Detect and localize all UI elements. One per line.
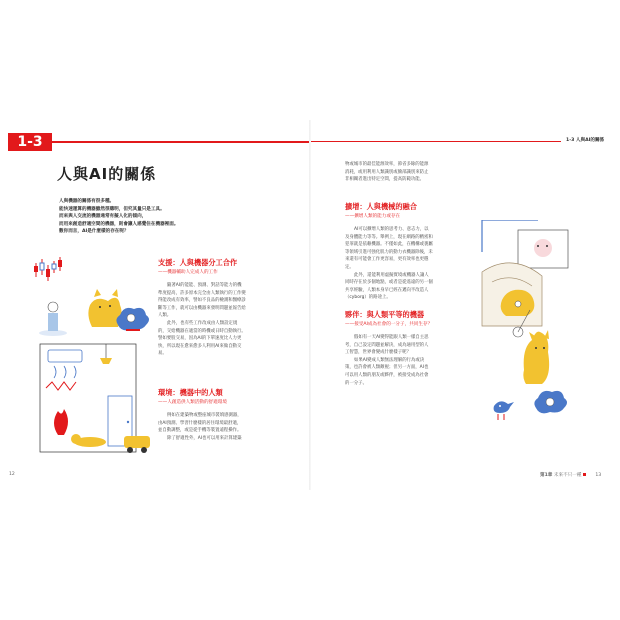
body-line: 譬如要股交易，因為AI的下單速度比人力更 xyxy=(158,336,242,342)
body-line: AI可以擴增人類的思考力、意志力，以 xyxy=(354,227,429,232)
body-line: 假如有一天AI變得能跟人類一樣自主思 xyxy=(354,335,429,340)
body-line: 同時存在於多個地點，或者是從遙遠的另一個 xyxy=(345,280,433,286)
section-heading: 擴增：人與機械的融合 xyxy=(345,202,417,211)
section-subheading: ——機器輔助人完成人的工作 xyxy=(158,270,218,275)
section-support xyxy=(158,258,237,275)
cats-augmented-illustration xyxy=(478,220,578,470)
body-line: 除了舒適性外，AI也可以用來計算建築 xyxy=(167,435,242,441)
body-line: 非相關者進出特定空間，提高防範功能。 xyxy=(345,177,425,183)
section-heading: 支援：人與機器分工合作 xyxy=(158,258,238,267)
body-line: 考，自己設定問題並解決，成為通用型的人 xyxy=(345,342,429,348)
body-line: 人類。 xyxy=(158,313,172,319)
footer-chapter-title: 未來不只一種 xyxy=(553,473,582,478)
body-line: 並自動調整，或是從手機等裝置遠程操作。 xyxy=(158,428,242,434)
section-environment-body xyxy=(158,412,298,442)
body-line: 此外，也有些工作改成由人類設定規 xyxy=(167,320,238,326)
section-rule xyxy=(52,141,309,143)
smart-home-illustration xyxy=(28,340,153,460)
section-partner-body xyxy=(345,334,475,387)
intro-line: 而用來創造舒適空間的機器，則會讓人感覺住在機器裡面。 xyxy=(59,221,179,227)
body-line: 犯罪就是依賴機器。不僅如此，在機構或裏屬 xyxy=(345,242,433,248)
body-line: （cyborg）的路途上。 xyxy=(345,295,391,301)
section-environment xyxy=(158,388,227,405)
section-heading: 夥伴：與人類平等的機器 xyxy=(345,310,425,319)
body-line: 共享經驗，人類本身早已經在邁向半改造人 xyxy=(345,287,429,293)
section-subheading: ——人創造供人類活動的舒適環境 xyxy=(158,400,227,405)
intro-text xyxy=(59,198,239,236)
body-line: 準度提高，許多原本完全由人類執行的工作變 xyxy=(158,290,246,296)
continued-text xyxy=(345,161,475,184)
right-footer xyxy=(540,472,601,478)
body-line: 易。 xyxy=(158,351,167,357)
body-line: 快，所以現在愈來愈多人利用AI來做自動交 xyxy=(158,343,242,349)
right-page-number: 13 xyxy=(595,473,602,478)
intro-line: 人與機器的關係有很多種。 xyxy=(59,199,115,204)
left-page-number: 12 xyxy=(9,472,15,477)
body-line: 斷等工作，就可以由機器來發明問題並報告給 xyxy=(158,305,246,311)
body-line: 工智慧，世界會變成什麼樣子呢？ xyxy=(345,350,411,356)
body-line: 由AI預測、學習什麼樣的居住環境最舒適， xyxy=(158,420,242,426)
body-line: 此外，還能利用虛擬實境或機器人讓人 xyxy=(354,272,429,278)
body-line: 可以用人類的朋友或夥伴，被接受成為社會 xyxy=(345,372,429,378)
body-line: 消耗，或用利用人類識別或臉部識別來防止 xyxy=(345,169,429,175)
body-line: 的，交給機器在適當的時機或日時自動執行。 xyxy=(158,328,246,334)
body-line: 例如在建築物或整座城市裝填感測器， xyxy=(167,413,242,418)
running-header: 1-3 人與AI的關係 xyxy=(566,138,605,143)
page-gutter xyxy=(309,120,311,490)
cats-stock-chart-illustration xyxy=(28,255,153,340)
footer-marker-icon xyxy=(583,473,586,476)
intro-line: 能快速運算的機器雖然很聰明，但究其量只是工具。 xyxy=(59,206,165,212)
footer-chapter: 第1章 xyxy=(540,473,553,478)
section-partner xyxy=(345,310,432,327)
body-line: 來還有可能會工作更容易，更有效率也更穩 xyxy=(345,257,429,263)
body-line: 及身體能力等等。舉例上，現在網路的精密和 xyxy=(345,234,433,240)
body-line: 物或城市的最佳能源效率，節省多餘的能源 xyxy=(345,162,429,167)
section-number-tab: 1-3 xyxy=(8,133,52,151)
body-line: 隨著AI的能能、預測、對話等能力的機 xyxy=(167,283,242,288)
running-header-rule xyxy=(311,141,561,142)
body-line: 得能改成有效率，譬如不良品的檢測和醫療診 xyxy=(158,298,246,304)
body-line: 的一分子。 xyxy=(345,380,367,386)
body-line: 策，也許會被人類敵視；但另一方面，AI也 xyxy=(345,365,429,371)
body-line: 等領域引進可強化肌力的動力衣機器除後，未 xyxy=(345,249,433,255)
section-heading: 環境：機器中的人類 xyxy=(158,388,223,397)
intro-line: 數你而言，AI是什麼樣的存在呢？ xyxy=(59,229,129,235)
section-subheading: ——擴增人類的能力或存在 xyxy=(345,214,401,219)
section-support-body xyxy=(158,282,298,358)
section-augmentation xyxy=(345,202,417,219)
section-subheading: ——接受AI成為社會的一分子，共同生存？ xyxy=(345,322,433,327)
body-line: 如果AI變成人類無法理解的行為或決 xyxy=(354,357,425,363)
page-title: 人與AI的關係 xyxy=(57,165,157,183)
intro-line: 而來與人交流的機器通常有擬人化的傾向， xyxy=(59,214,147,220)
body-line: 定。 xyxy=(345,264,354,270)
section-augmentation-body xyxy=(345,226,475,302)
